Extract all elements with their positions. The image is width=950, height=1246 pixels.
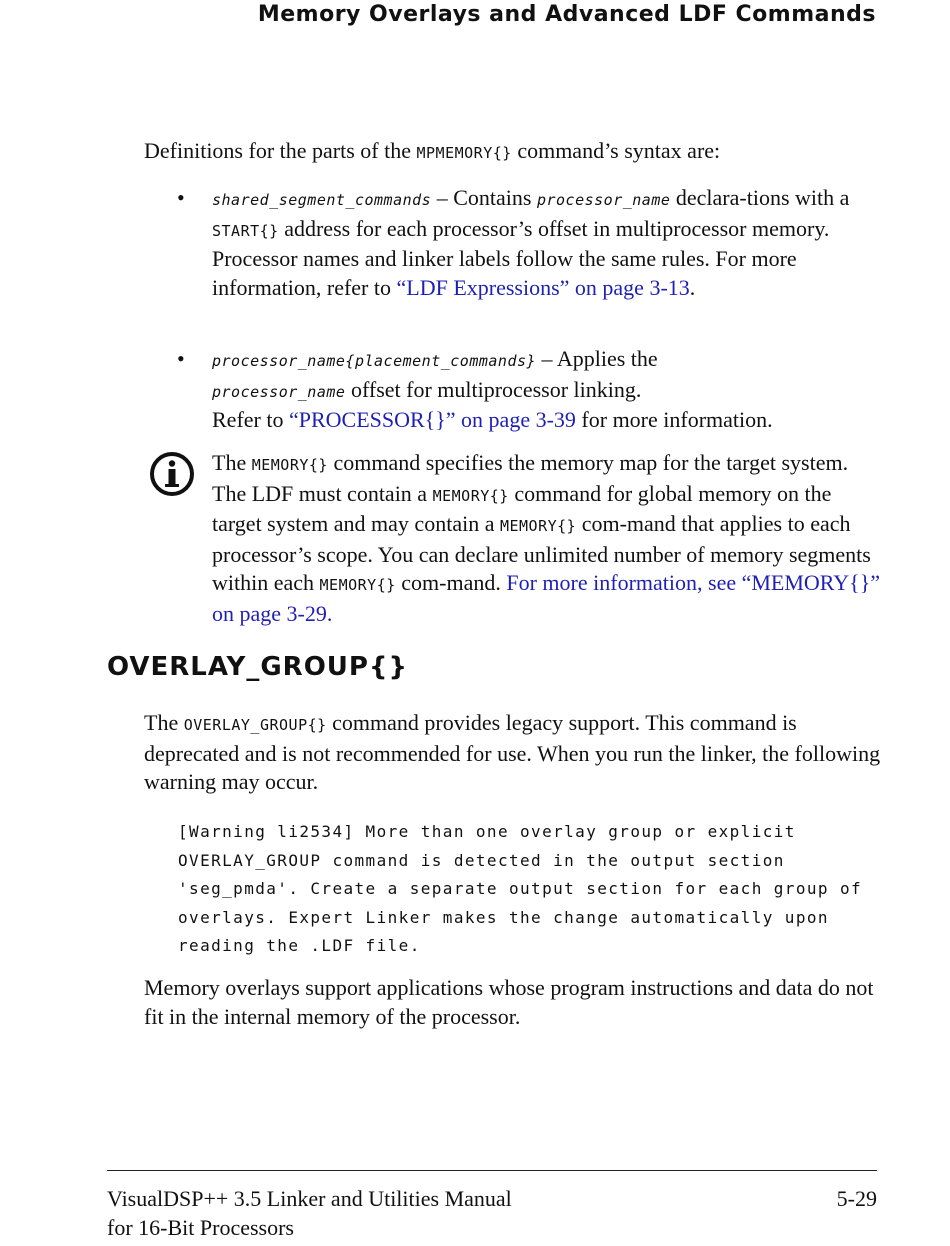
intro-text: Definitions for the parts of the	[144, 138, 417, 163]
note-code: MEMORY{}	[251, 456, 328, 474]
bullet-item-processor-name	[212, 345, 877, 435]
section-text: The	[144, 710, 184, 735]
page-number: 5-29	[836, 1186, 877, 1211]
bullet-text: for more information.	[575, 407, 773, 432]
intro-paragraph	[144, 137, 884, 168]
closing-paragraph: Memory overlays support applications whose program instructions and data do not fit in the internal memory of the processor.	[144, 975, 874, 1029]
note-code: MEMORY{}	[319, 576, 396, 594]
code-line: OVERLAY_GROUP command is detected in the output section	[178, 850, 785, 870]
footer-rule	[107, 1170, 877, 1171]
note-text: command for global memory on the target system and may contain a	[212, 480, 832, 536]
footer-line: for 16-Bit Processors	[107, 1215, 294, 1240]
code-line: 'seg_pmda'. Create a separate output section for each group of	[178, 879, 863, 898]
code-line: [Warning li2534] More than one overlay group or explicit	[178, 822, 796, 841]
section-code: OVERLAY_GROUP{}	[183, 716, 327, 734]
bullet-term-inline: processor_name	[536, 191, 671, 209]
bullet-text: offset for multiprocessor linking.	[345, 376, 642, 402]
bullet-item-shared-segment	[212, 184, 877, 302]
bullet-text: – Contains	[431, 185, 537, 210]
note-text: command specifies the memory map for the target system. The LDF must contain a	[212, 450, 849, 506]
bullet-text: declara-tions with a	[670, 185, 850, 210]
intro-text-end: command’s syntax are:	[511, 138, 721, 163]
note-code: MEMORY{}	[432, 486, 509, 505]
footer-line: VisualDSP++ 3.5 Linker and Utilities Manual	[107, 1186, 512, 1211]
note-text: com-mand.	[395, 570, 507, 595]
note-code: MEMORY{}	[499, 517, 577, 535]
section-title: OVERLAY_GROUP{}	[107, 652, 408, 682]
bullet-text: – Applies the	[536, 346, 658, 371]
bullet-text: .	[689, 274, 696, 300]
bullet-code: START{}	[212, 221, 279, 240]
note-paragraph	[212, 449, 882, 628]
code-line: overlays. Expert Linker makes the change automatically upon	[178, 907, 829, 927]
note-text: com-mand that applies to each processor’s scope. You can declare unlimited number of memory segments within each	[212, 511, 871, 595]
section-text: command provides legacy support. This command is deprecated and is not recommended for use. When you run the linker, the following warning may occur.	[144, 710, 881, 794]
code-line: reading the .LDF file.	[178, 936, 421, 955]
bullet-text: address for each processor’s offset in multiprocessor memory. Processor names and linker labels follow the same rules. For more information, refer to	[212, 215, 830, 300]
intro-code: MPMEMORY{}	[416, 144, 512, 162]
warning-code-block	[178, 818, 878, 961]
bullet-marker: •	[177, 185, 185, 210]
bullet-text: Refer to	[212, 407, 289, 432]
bullet-term-inline: processor_name	[212, 382, 346, 401]
footer-manual-title	[107, 1184, 512, 1242]
note-text: The	[212, 450, 252, 475]
running-head: Memory Overlays and Advanced LDF Commands	[257, 2, 876, 27]
link-processor[interactable]: “PROCESSOR{}” on page 3-39	[288, 407, 576, 432]
bullet-term: shared_segment_commands	[212, 191, 432, 209]
bullet-term: processor_name{placement_commands}	[212, 352, 537, 370]
info-icon	[148, 450, 196, 498]
section-paragraph	[144, 709, 884, 797]
link-ldf-expressions[interactable]: “LDF Expressions” on page 3-13	[396, 274, 690, 300]
bullet-marker: •	[177, 346, 185, 371]
link-memory[interactable]: For more information, see “MEMORY{}” on page 3-29.	[212, 570, 881, 626]
